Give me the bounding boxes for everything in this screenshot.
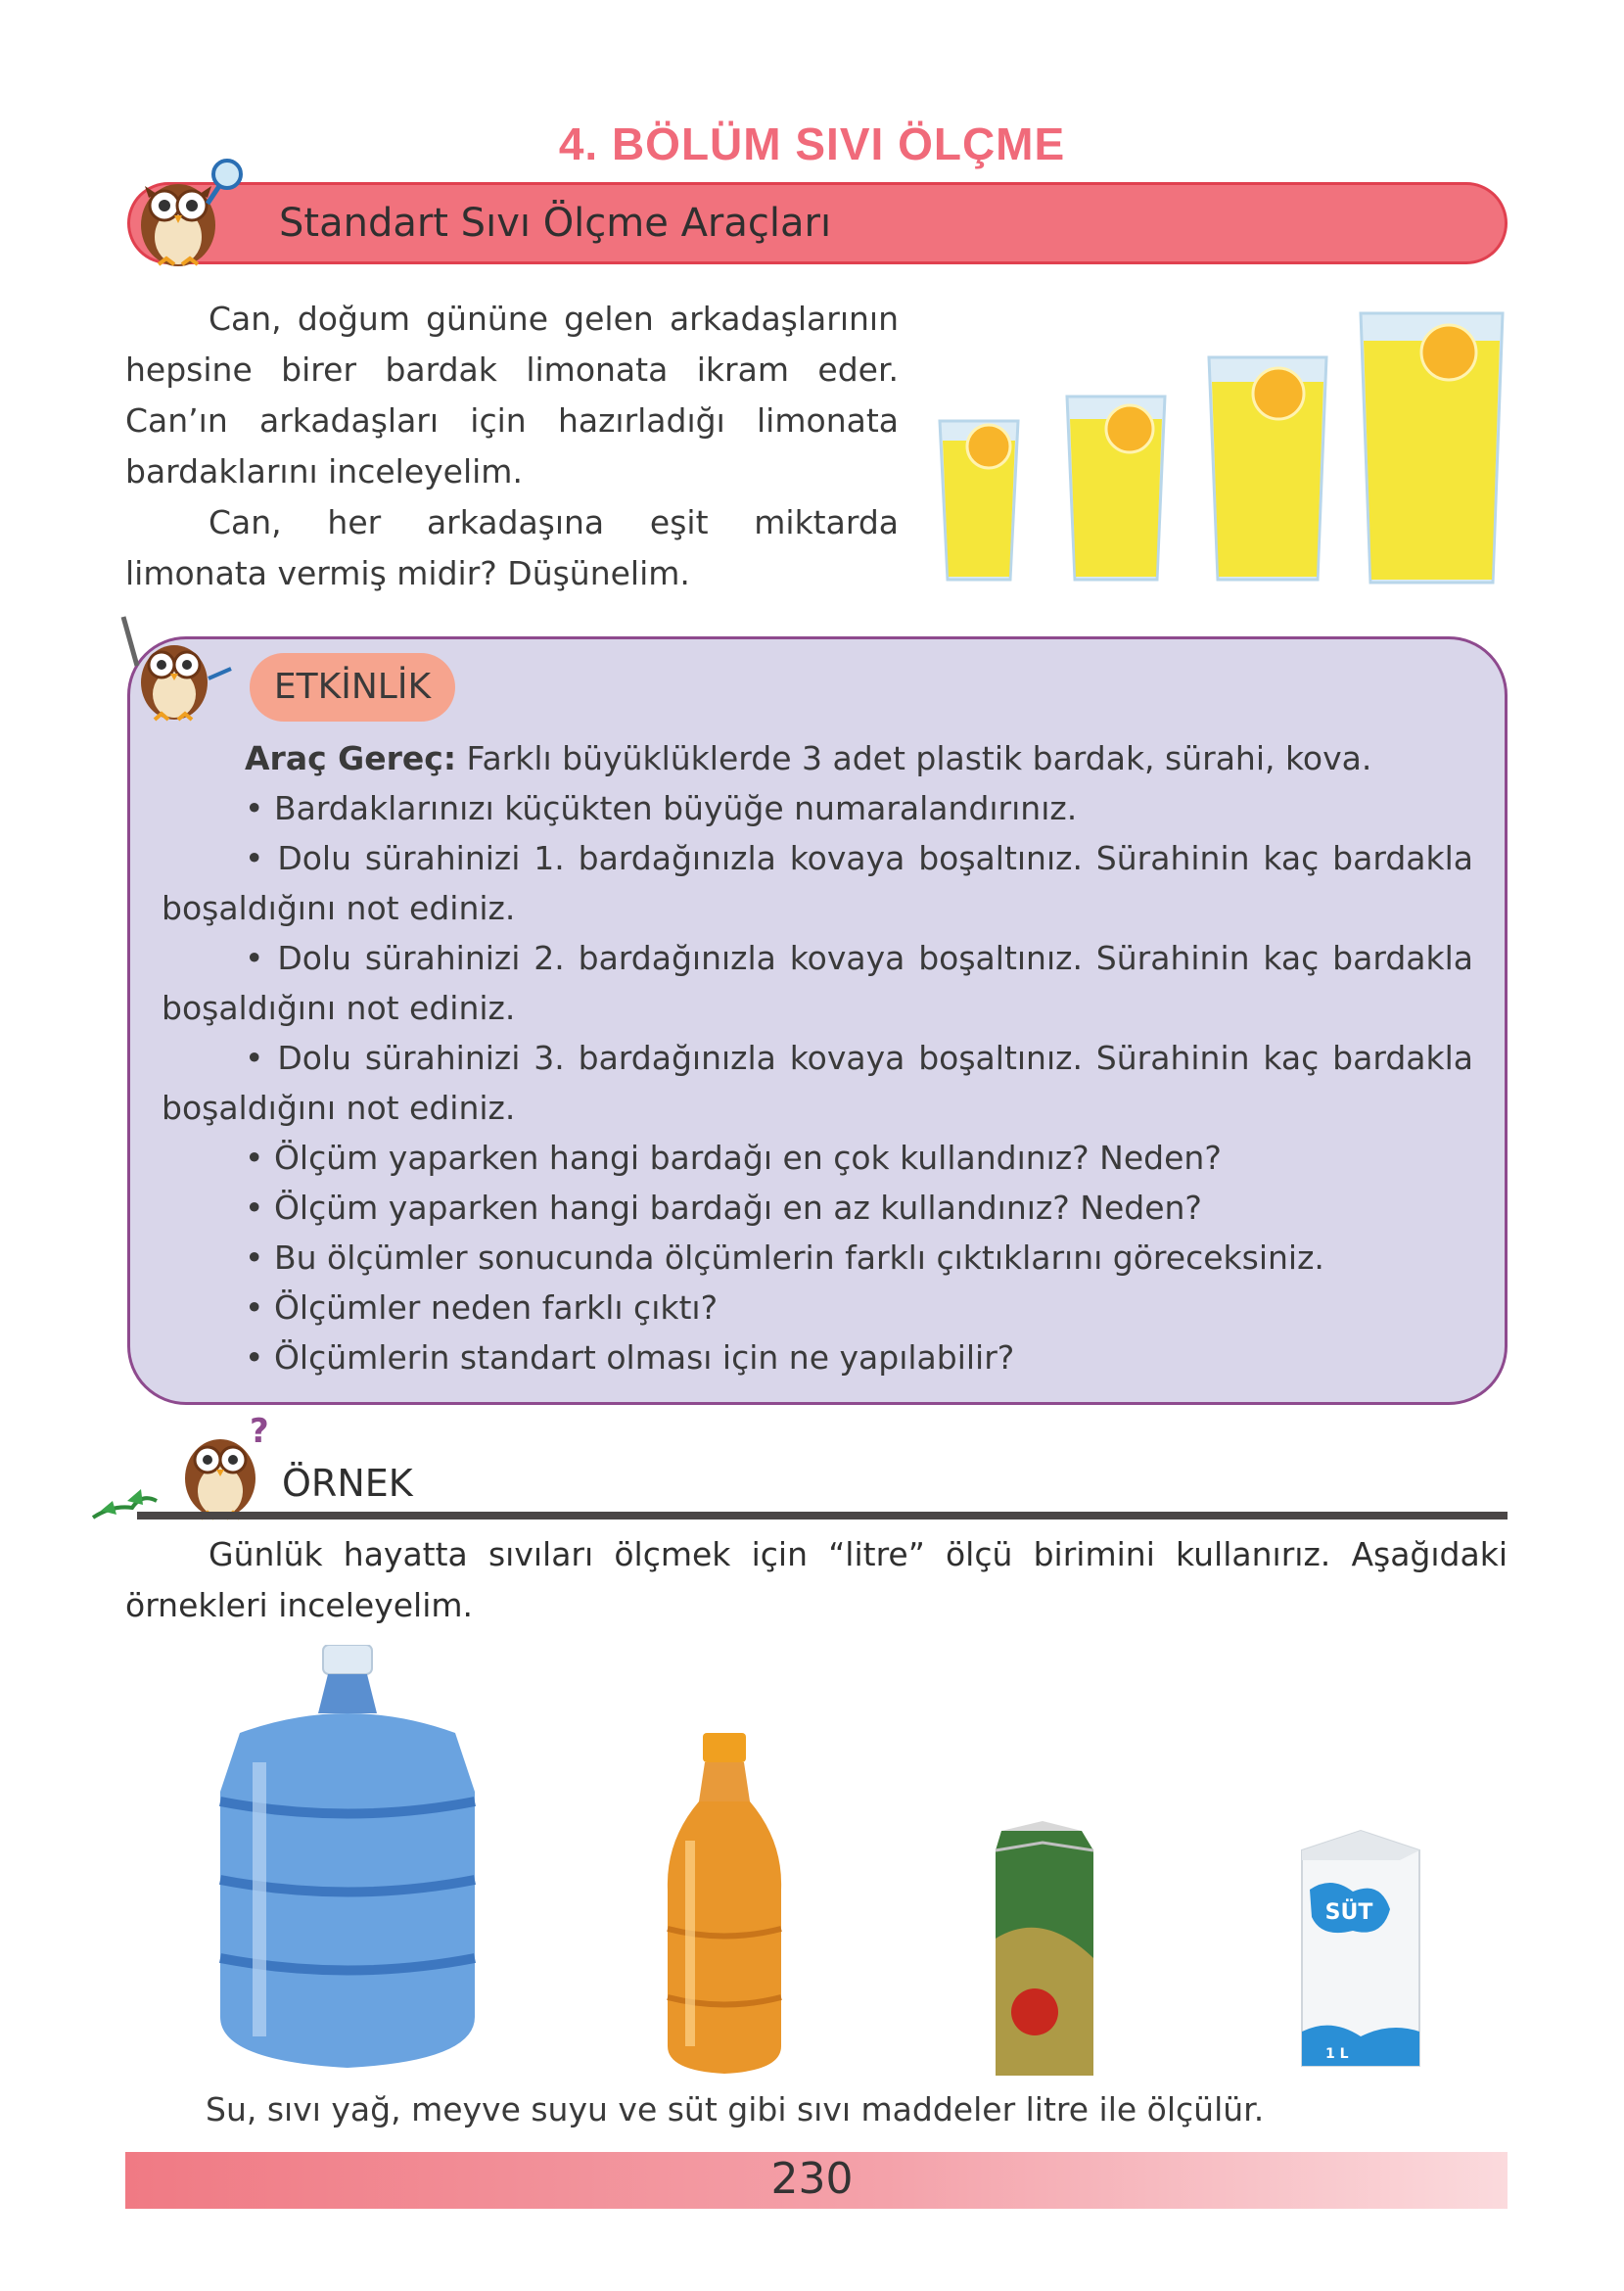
bullet-4-cont: boşaldığını not ediniz. [162, 1089, 516, 1127]
page-number: 230 [770, 2154, 854, 2204]
milk-carton-icon [1292, 1821, 1424, 2071]
bullet-3-cont: boşaldığını not ediniz. [162, 989, 516, 1027]
lemonade-glasses-illustration [930, 304, 1517, 587]
bullet-8: • Ölçümler neden farklı çıktı? [245, 1288, 719, 1327]
bullet-7: • Bu ölçümler sonucunda ölçümlerin farklı çıktıklarını göreceksiniz. [245, 1239, 1324, 1277]
milk-carton-label: SÜT [1324, 1900, 1373, 1925]
bullet-4: • Dolu sürahinizi 3. bardağınızla kovaya boşaltınız. Sürahinin kaç bardakla [245, 1039, 1473, 1077]
chapter-title: 4. BÖLÜM SIVI ÖLÇME [558, 118, 1066, 169]
milk-carton-volume: 1 L [1325, 2046, 1349, 2062]
containers-caption: Su, sıvı yağ, meyve suyu ve süt gibi sıvı maddeler litre ile ölçülür. [206, 2090, 1265, 2128]
bullet-2-cont: boşaldığını not ediniz. [162, 889, 516, 927]
glass-1-icon [940, 421, 1018, 580]
glass-4-icon [1361, 313, 1503, 583]
bullet-1: • Bardaklarınızı küçükten büyüğe numaralandırınız. [245, 789, 1078, 827]
bullet-5: • Ölçüm yaparken hangi bardağı en çok kullandınız? Neden? [245, 1139, 1222, 1177]
owl-magnifier-icon [117, 147, 255, 274]
juice-carton-icon [984, 1821, 1101, 2081]
activity-label: ETKİNLİK [250, 653, 455, 722]
bullet-3: • Dolu sürahinizi 2. bardağınızla kovaya boşaltınız. Sürahinin kaç bardakla [245, 939, 1473, 977]
glass-2-icon [1067, 397, 1165, 580]
bullet-6: • Ölçüm yaparken hangi bardağı en az kullandınız? Neden? [245, 1189, 1202, 1227]
bullet-9: • Ölçümlerin standart olması için ne yapılabilir? [245, 1338, 1015, 1377]
materials-text: Farklı büyüklüklerde 3 adet plastik bardak, sürahi, kova. [456, 739, 1372, 777]
intro-paragraph-1: Can, doğum gününe gelen arkadaşlarının hepsine birer bardak limonata ikram eder. Can’ın arkadaşları için hazırladığı limonata bardaklarını inceleyelim. [125, 300, 899, 491]
example-divider [137, 1512, 1508, 1520]
example-text: Günlük hayatta sıvıları ölçmek için “litre” ölçü birimini kullanırız. Aşağıdaki örnekleri inceleyelim. [125, 1535, 1508, 1624]
intro-paragraph-2: Can, her arkadaşına eşit miktarda limonata vermiş midir? Düşünelim. [125, 503, 899, 592]
materials-line [245, 733, 1473, 783]
example-label: ÖRNEK [282, 1462, 413, 1505]
oil-bottle-icon [656, 1733, 793, 2076]
water-jug-icon [201, 1645, 494, 2076]
materials-label: Araç Gereç: [245, 739, 457, 777]
owl-pointer-icon [116, 612, 243, 729]
svg-text:?: ? [250, 1415, 269, 1451]
bullet-2: • Dolu sürahinizi 1. bardağınızla kovaya boşaltınız. Sürahinin kaç bardakla [245, 839, 1473, 877]
glass-3-icon [1209, 357, 1326, 580]
section-title: Standart Sıvı Ölçme Araçları [279, 201, 832, 246]
